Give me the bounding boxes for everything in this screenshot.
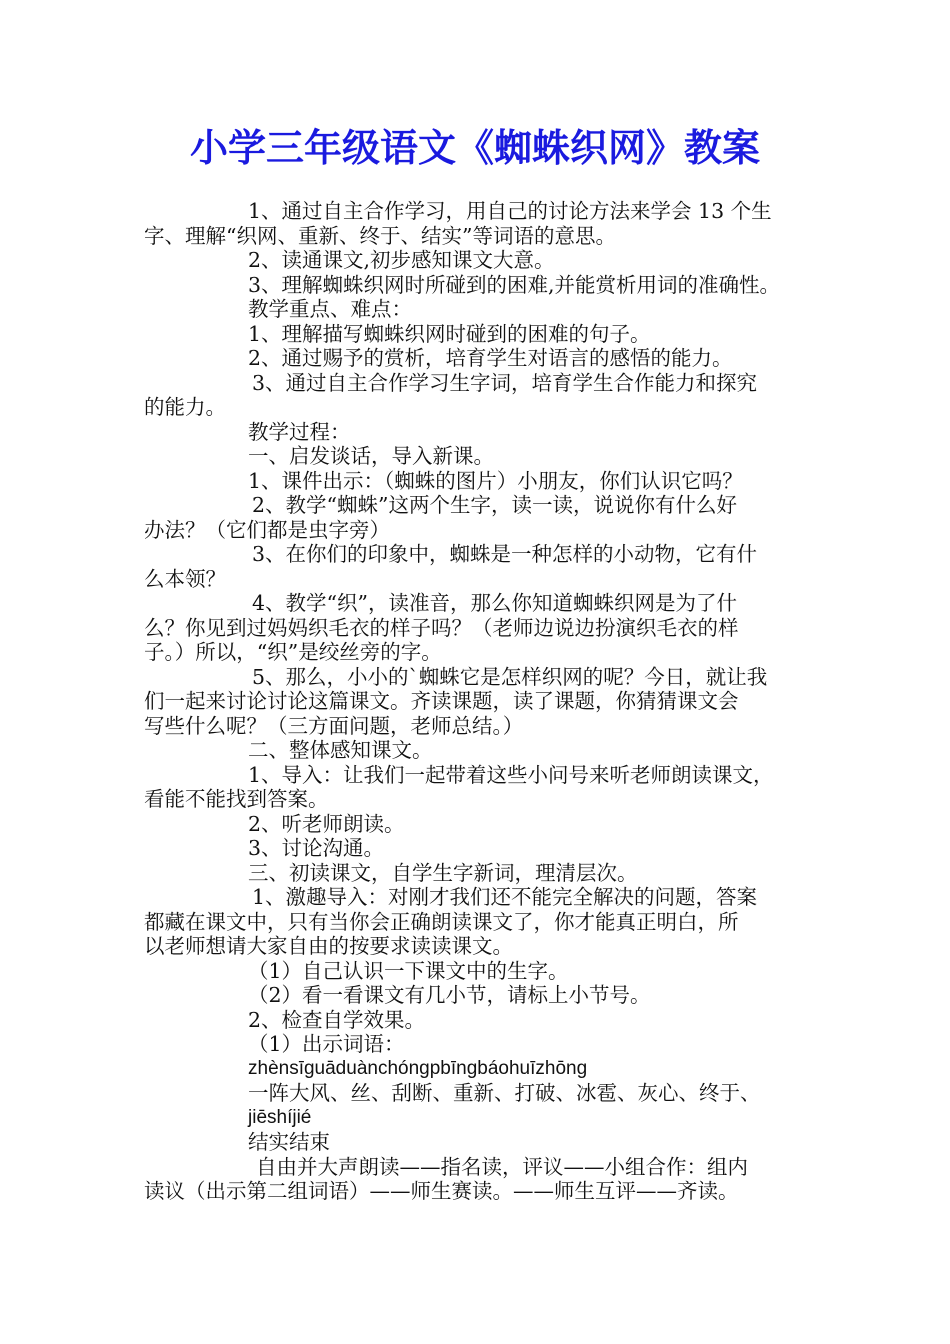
- pinyin-line: jiēshíjié: [248, 1106, 312, 1128]
- text-line: 2、检查自学效果。: [248, 1007, 426, 1032]
- text-line: （1）出示词语：: [248, 1032, 405, 1056]
- text-line: 5、那么，小小的`蜘蛛它是怎样织网的呢？今日，就让我: [252, 664, 768, 689]
- vocabulary-line: 一阵大风、丝、刮断、重新、打破、冰雹、灰心、终于、: [248, 1081, 761, 1105]
- text-line: 1、理解描写蜘蛛织网时碰到的困难的句子。: [248, 321, 651, 346]
- section-heading: 三、初读课文，自学生字新词，理清层次。: [248, 860, 638, 885]
- text-line: 字、理解“织网、重新、终于、结实”等词语的意思。: [144, 223, 616, 248]
- vocabulary-line: 结实结束: [248, 1130, 330, 1154]
- text-line: 1、通过自主合作学习，用自己的讨论方法来学会 13 个生: [248, 199, 772, 223]
- section-heading: 一、启发谈话，导入新课。: [248, 444, 494, 468]
- section-heading: 二、整体感知课文。: [248, 738, 433, 762]
- text-line: 3、理解蜘蛛织网时所碰到的困难,并能赏析用词的准确性。: [248, 272, 781, 297]
- text-line: 2、通过赐予的赏析，培育学生对语言的感悟的能力。: [248, 346, 733, 370]
- text-line: 子。）所以，“织”是绞丝旁的字。: [144, 640, 442, 664]
- text-line: 2、读通课文,初步感知课文大意。: [248, 248, 555, 272]
- text-line: 1、导入：让我们一起带着这些小问号来听老师朗读课文，: [248, 762, 774, 787]
- text-line: 么？你见到过妈妈织毛衣的样子吗？（老师边说边扮演织毛衣的样: [144, 615, 739, 640]
- text-line: 2、教学“蜘蛛”这两个生字，读一读，说说你有什么好: [252, 493, 738, 517]
- text-line: 办法？（它们都是虫字旁）: [144, 517, 390, 542]
- text-line: 3、在你们的印象中，蜘蛛是一种怎样的小动物，它有什: [252, 542, 758, 566]
- text-line: 1、课件出示：（蜘蛛的图片）小朋友，你们认识它吗？: [248, 468, 743, 493]
- pinyin-line: zhènsīguāduànchóngpbīngbáohuīzhōng: [248, 1057, 588, 1079]
- section-heading: 教学过程：: [248, 419, 351, 444]
- text-line: 写些什么呢？（三方面问题，老师总结。）: [144, 713, 524, 738]
- text-line: 读议（出示第二组词语）——师生赛读。——师生互评——齐读。: [144, 1179, 739, 1203]
- text-line: 看能不能找到答案。: [144, 787, 329, 811]
- text-line: （2）看一看课文有几小节，请标上小节号。: [248, 983, 651, 1007]
- text-line: 3、讨论沟通。: [248, 836, 385, 860]
- text-line: （1）自己认识一下课文中的生字。: [248, 958, 569, 983]
- text-line: 4、教学“织”，读准音，那么你知道蜘蛛织网是为了什: [252, 591, 738, 615]
- text-line: 都藏在课文中，只有当你会正确朗读课文了，你才能真正明白，所: [144, 909, 739, 934]
- text-line: 的能力。: [144, 395, 226, 419]
- text-line: 么本领？: [144, 566, 226, 591]
- document-body: [144, 199, 816, 1204]
- text-line: 们一起来讨论讨论这篇课文。齐读课题，读了课题，你猜猜课文会: [144, 689, 739, 713]
- text-line: 2、听老师朗读。: [248, 811, 405, 836]
- text-line: 1、激趣导入：对刚才我们还不能完全解决的问题，答案: [252, 885, 758, 909]
- page-title: 小学三年级语文《蜘蛛织网》教案: [189, 125, 760, 170]
- text-line: 3、通过自主合作学习生字词，培育学生合作能力和探究: [252, 370, 758, 395]
- text-line: 以老师想请大家自由的按要求读读课文。: [144, 934, 513, 958]
- section-heading: 教学重点、难点：: [248, 297, 412, 321]
- text-line: 自由并大声朗读——指名读，评议——小组合作：组内: [256, 1154, 748, 1179]
